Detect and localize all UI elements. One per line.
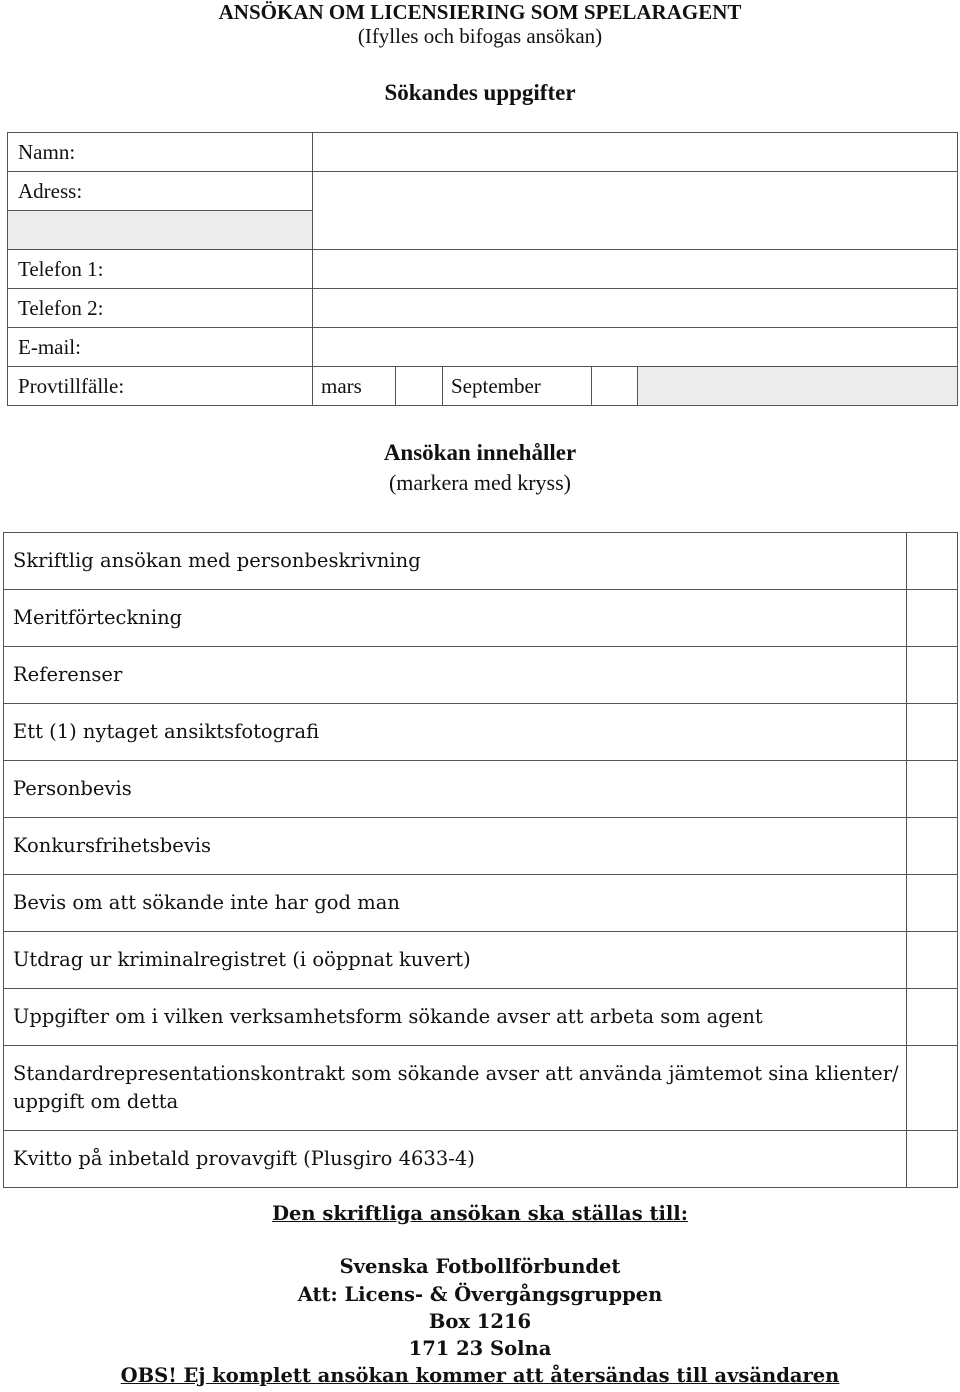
- checklist-item: Skriftlig ansökan med personbeskrivning: [4, 533, 907, 590]
- phone1-label: Telefon 1:: [8, 250, 313, 289]
- test-option-september-checkbox[interactable]: [592, 367, 638, 406]
- incomplete-notice: OBS! Ej komplett ansökan kommer att återsändas till avsändaren: [120, 1364, 840, 1387]
- checklist-item: Ett (1) nytaget ansiktsfotografi: [4, 704, 907, 761]
- phone2-field[interactable]: [313, 289, 958, 328]
- checklist-checkbox[interactable]: [907, 647, 958, 704]
- applicant-form-table: [7, 132, 958, 406]
- document-subtitle: (Ifylles och bifogas ansökan): [357, 24, 603, 48]
- checklist-item: Konkursfrihetsbevis: [4, 818, 907, 875]
- address-line: Att: Licens- & Övergångsgruppen: [297, 1283, 663, 1306]
- email-label: E-mail:: [8, 328, 313, 367]
- checklist-item: Meritförteckning: [4, 590, 907, 647]
- checklist-item: Bevis om att sökande inte har god man: [4, 875, 907, 932]
- checklist-checkbox[interactable]: [907, 704, 958, 761]
- address-field[interactable]: [313, 172, 958, 250]
- document-title: ANSÖKAN OM LICENSIERING SOM SPELARAGENT: [218, 0, 742, 24]
- phone1-field[interactable]: [313, 250, 958, 289]
- phone2-label: Telefon 2:: [8, 289, 313, 328]
- address-label-continued: [8, 211, 313, 250]
- test-option-blank: [638, 367, 958, 406]
- checklist-checkbox[interactable]: [907, 590, 958, 647]
- checklist-item: Personbevis: [4, 761, 907, 818]
- contents-section-heading: Ansökan innehåller: [383, 440, 577, 465]
- send-to-heading: Den skriftliga ansökan ska ställas till:: [272, 1202, 688, 1225]
- checklist-item: Utdrag ur kriminalregistret (i oöppnat kuvert): [4, 932, 907, 989]
- contents-checklist-table: [3, 532, 958, 1188]
- checklist-checkbox[interactable]: [907, 533, 958, 590]
- address-line: Box 1216: [428, 1310, 532, 1333]
- contents-section-subheading: (markera med kryss): [388, 470, 572, 495]
- test-option-mars: mars: [313, 367, 396, 406]
- test-option-september: September: [443, 367, 592, 406]
- address-label: Adress:: [8, 172, 313, 211]
- email-field[interactable]: [313, 328, 958, 367]
- checklist-checkbox[interactable]: [907, 989, 958, 1046]
- checklist-checkbox[interactable]: [907, 818, 958, 875]
- checklist-checkbox[interactable]: [907, 875, 958, 932]
- name-label: Namn:: [8, 133, 313, 172]
- checklist-checkbox[interactable]: [907, 932, 958, 989]
- checklist-item: Standardrepresentationskontrakt som sökande avser att använda jämtemot sina klienter/ uppgift om detta: [4, 1046, 907, 1131]
- checklist-item: Uppgifter om i vilken verksamhetsform sökande avser att arbeta som agent: [4, 989, 907, 1046]
- test-occasion-label: Provtillfälle:: [8, 367, 313, 406]
- checklist-checkbox[interactable]: [907, 1046, 958, 1131]
- test-option-mars-checkbox[interactable]: [396, 367, 443, 406]
- address-line: Svenska Fotbollförbundet: [339, 1255, 621, 1278]
- checklist-item: Kvitto på inbetald provavgift (Plusgiro 4633-4): [4, 1131, 907, 1188]
- checklist-item: Referenser: [4, 647, 907, 704]
- checklist-checkbox[interactable]: [907, 761, 958, 818]
- name-field[interactable]: [313, 133, 958, 172]
- checklist-checkbox[interactable]: [907, 1131, 958, 1188]
- applicant-section-heading: Sökandes uppgifter: [384, 80, 576, 105]
- address-line: 171 23 Solna: [408, 1337, 552, 1360]
